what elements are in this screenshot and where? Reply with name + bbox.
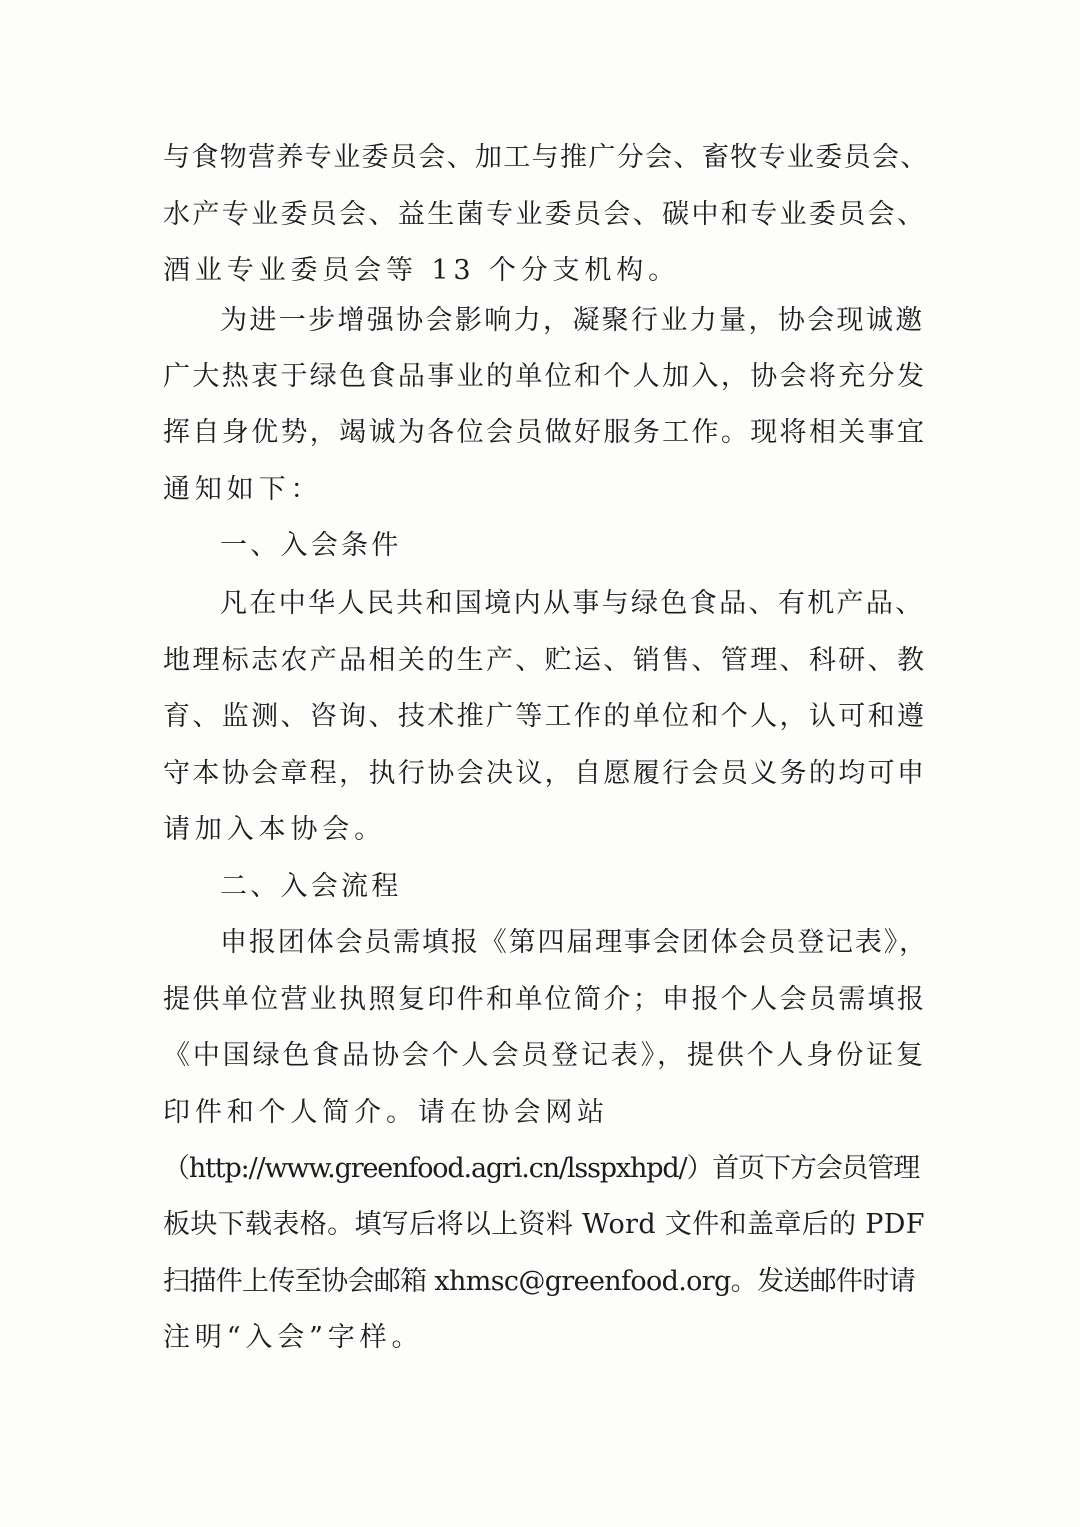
paragraph-2-line-3: 挥自身优势，竭诚为各位会员做好服务工作。现将相关事宜	[163, 417, 927, 448]
paragraph-2-line-2: 广大热衷于绿色食品事业的单位和个人加入，协会将充分发	[163, 361, 927, 392]
paragraph-1-line-2: 水产专业委员会、益生菌专业委员会、碳中和专业委员会、	[163, 199, 927, 230]
section-2-line-3: 《中国绿色食品协会个人会员登记表》，提供个人身份证复	[163, 1040, 926, 1071]
section-2-heading: 二、入会流程	[220, 871, 402, 902]
section-2-line-8: 注明“入会”字样。	[163, 1322, 424, 1353]
paragraph-2-line-1: 为进一步增强协会影响力，凝聚行业力量，协会现诚邀	[220, 305, 925, 336]
section-1-line-3: 育、监测、咨询、技术推广等工作的单位和个人，认可和遵	[163, 701, 927, 732]
section-1-line-4: 守本协会章程，执行协会决议，自愿履行会员义务的均可申	[163, 758, 927, 789]
section-1-line-2: 地理标志农产品相关的生产、贮运、销售、管理、科研、教	[163, 645, 927, 676]
section-2-line-7: 扫描件上传至协会邮箱 xhmsc@greenfood.org。发送邮件时请	[163, 1266, 916, 1297]
section-1-line-5: 请加入本协会。	[163, 814, 387, 845]
section-2-line-4: 印件和个人简介。请在协会网站	[163, 1097, 610, 1128]
section-2-line-5: （http://www.greenfood.agri.cn/lsspxhpd/）首页下方会员管理	[163, 1153, 920, 1184]
paragraph-2-line-4: 通知如下：	[163, 474, 323, 505]
paragraph-1-line-3: 酒业专业委员会等 13 个分支机构。	[163, 255, 681, 286]
section-2-line-1: 申报团体会员需填报《第四届理事会团体会员登记表》，	[220, 927, 928, 958]
section-2-line-6: 板块下载表格。填写后将以上资料 Word 文件和盖章后的 PDF	[163, 1209, 925, 1240]
paragraph-1-line-1: 与食物营养专业委员会、加工与推广分会、畜牧专业委员会、	[163, 142, 929, 173]
section-1-heading: 一、入会条件	[220, 530, 402, 561]
section-2-line-2: 提供单位营业执照复印件和单位简介；申报个人会员需填报	[163, 984, 927, 1015]
section-1-line-1: 凡在中华人民共和国境内从事与绿色食品、有机产品、	[220, 588, 925, 619]
